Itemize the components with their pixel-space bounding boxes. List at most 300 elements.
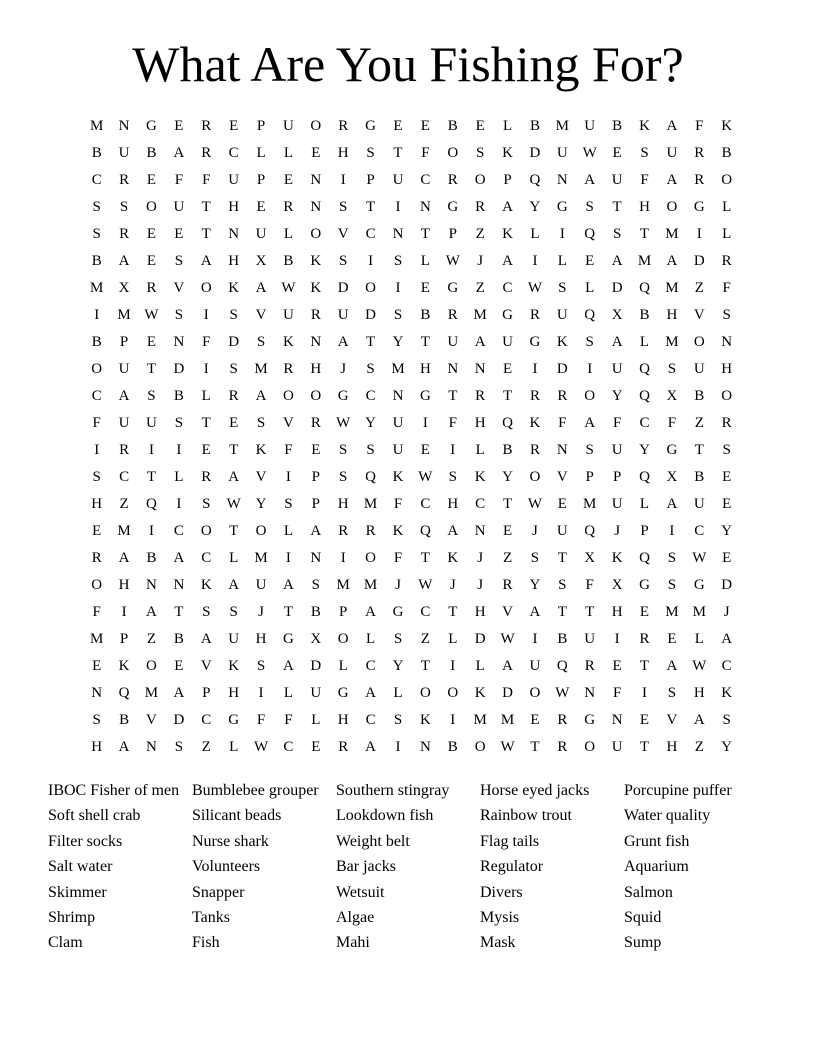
grid-letter: V	[502, 604, 513, 620]
grid-letter: B	[612, 118, 623, 134]
grid-letter: U	[392, 415, 404, 431]
grid-letter: A	[365, 604, 377, 620]
grid-letter: N	[118, 118, 130, 134]
grid-row	[83, 248, 741, 275]
grid-letter: G	[556, 199, 568, 215]
grid-letter: W	[336, 415, 351, 431]
grid-letter: V	[255, 307, 267, 323]
grid-letter: F	[448, 415, 457, 431]
word-item: Regulator	[480, 858, 544, 876]
grid-letter: Y	[255, 496, 267, 512]
word-list-row	[48, 778, 768, 803]
grid-letter: P	[612, 469, 622, 485]
grid-letter: A	[611, 334, 623, 350]
word-item: Bumblebee grouper	[192, 782, 319, 799]
grid-letter: L	[475, 442, 485, 458]
grid-letter: Z	[502, 550, 513, 566]
grid-letter: G	[283, 631, 294, 647]
grid-letter: M	[144, 685, 159, 701]
grid-letter: I	[203, 307, 209, 323]
grid-letter: C	[365, 226, 376, 242]
grid-letter: P	[640, 523, 649, 539]
grid-letter: R	[557, 712, 568, 728]
grid-letter: M	[90, 631, 104, 647]
grid-letter: W	[692, 550, 707, 566]
grid-letter: H	[91, 739, 103, 755]
grid-letter: L	[366, 631, 376, 647]
grid-letter: L	[174, 469, 184, 485]
grid-letter: G	[337, 388, 349, 404]
grid-letter: O	[693, 334, 705, 350]
grid-letter: X	[310, 631, 322, 647]
grid-letter: T	[393, 145, 403, 161]
grid-letter: N	[584, 685, 596, 701]
grid-letter: S	[119, 199, 129, 215]
grid-letter: T	[201, 199, 211, 215]
grid-letter: T	[283, 604, 294, 620]
grid-letter: I	[450, 712, 456, 728]
grid-letter: T	[557, 604, 567, 620]
grid-letter: I	[422, 415, 428, 431]
grid-letter: U	[392, 172, 404, 188]
word-item: Filter socks	[48, 832, 123, 850]
grid-letter: J	[477, 577, 484, 593]
grid-letter: V	[200, 658, 212, 674]
grid-letter: S	[558, 280, 567, 296]
grid-letter: K	[255, 442, 267, 458]
grid-letter: L	[639, 496, 650, 512]
grid-letter: Z	[694, 280, 704, 296]
grid-row	[83, 626, 741, 653]
grid-letter: T	[174, 604, 184, 620]
grid-letter: C	[173, 523, 184, 539]
grid-letter: S	[339, 199, 348, 215]
grid-letter: S	[92, 469, 101, 485]
grid-letter: D	[474, 631, 486, 647]
grid-row	[83, 437, 741, 464]
grid-letter: F	[558, 415, 567, 431]
grid-letter: I	[148, 442, 154, 458]
word-list-row	[48, 905, 768, 930]
grid-letter: U	[255, 226, 267, 242]
grid-letter: W	[418, 577, 433, 593]
grid-letter: G	[693, 199, 705, 215]
grid-letter: T	[146, 469, 157, 485]
grid-letter: B	[310, 604, 321, 620]
grid-letter: S	[339, 253, 348, 269]
grid-letter: G	[365, 118, 377, 134]
grid-letter: H	[666, 307, 678, 323]
grid-letter: K	[310, 253, 322, 269]
grid-row	[83, 545, 741, 572]
grid-letter: A	[283, 577, 294, 593]
grid-letter: C	[228, 145, 239, 161]
grid-letter: O	[146, 658, 157, 674]
grid-letter: G	[693, 577, 705, 593]
word-item: Salmon	[624, 883, 673, 901]
grid-letter: E	[420, 280, 430, 296]
grid-letter: J	[477, 253, 484, 269]
grid-letter: E	[722, 469, 732, 485]
grid-letter: L	[283, 523, 294, 539]
word-item: Sump	[624, 934, 662, 952]
grid-letter: S	[339, 442, 348, 458]
grid-letter: Y	[365, 415, 377, 431]
grid-letter: P	[311, 496, 320, 512]
grid-letter: T	[229, 442, 239, 458]
grid-letter: U	[502, 334, 513, 350]
grid-letter: E	[612, 145, 622, 161]
grid-letter: Q	[639, 550, 650, 566]
grid-letter: Z	[694, 415, 704, 431]
grid-letter: I	[614, 631, 620, 647]
grid-letter: O	[584, 388, 596, 404]
grid-letter: H	[228, 199, 240, 215]
grid-row	[83, 167, 741, 194]
grid-letter: H	[91, 496, 103, 512]
grid-letter: R	[91, 550, 102, 566]
grid-letter: S	[92, 712, 101, 728]
grid-letter: G	[447, 199, 459, 215]
grid-letter: N	[310, 334, 322, 350]
grid-letter: R	[338, 118, 349, 134]
grid-letter: N	[556, 442, 568, 458]
grid-letter: U	[529, 658, 541, 674]
grid-row	[83, 734, 741, 761]
grid-letter: S	[256, 658, 266, 674]
grid-letter: O	[447, 685, 459, 701]
grid-letter: T	[502, 496, 513, 512]
grid-letter: R	[201, 469, 212, 485]
grid-letter: M	[363, 496, 378, 512]
grid-letter: D	[228, 334, 240, 350]
grid-letter: H	[721, 361, 733, 377]
grid-letter: A	[255, 388, 267, 404]
grid-letter: D	[502, 685, 513, 701]
grid-letter: R	[447, 307, 458, 323]
grid-letter: I	[148, 523, 154, 539]
grid-letter: N	[392, 388, 404, 404]
grid-row	[83, 491, 741, 518]
grid-letter: L	[229, 550, 239, 566]
grid-letter: I	[532, 631, 538, 647]
grid-letter: W	[527, 496, 543, 512]
grid-letter: N	[556, 172, 568, 188]
grid-letter: Y	[392, 334, 404, 350]
grid-letter: T	[448, 604, 458, 620]
word-item: Mysis	[480, 908, 520, 926]
grid-letter: E	[612, 658, 622, 674]
grid-letter: E	[667, 631, 677, 647]
grid-letter: G	[529, 334, 541, 350]
grid-letter: K	[392, 469, 404, 485]
grid-letter: S	[722, 442, 731, 458]
page-title: What Are You Fishing For?	[132, 36, 684, 92]
grid-letter: V	[666, 712, 678, 728]
grid-letter: R	[283, 361, 294, 377]
grid-letter: D	[611, 280, 623, 296]
grid-letter: R	[639, 631, 650, 647]
grid-letter: L	[694, 631, 704, 647]
grid-letter: D	[173, 712, 185, 728]
grid-letter: S	[366, 361, 375, 377]
grid-letter: R	[119, 442, 130, 458]
grid-letter: U	[118, 361, 130, 377]
grid-letter: V	[255, 469, 267, 485]
grid-letter: D	[556, 361, 568, 377]
grid-letter: E	[311, 739, 321, 755]
grid-letter: O	[200, 523, 212, 539]
grid-letter: P	[339, 604, 348, 620]
grid-letter: E	[146, 253, 157, 269]
grid-letter: S	[393, 712, 403, 728]
grid-letter: K	[200, 577, 212, 593]
grid-letter: A	[118, 388, 130, 404]
grid-letter: A	[200, 631, 212, 647]
grid-letter: D	[365, 307, 377, 323]
grid-letter: A	[666, 172, 678, 188]
word-item: Grunt fish	[624, 832, 690, 850]
grid-letter: S	[667, 577, 677, 593]
grid-letter: L	[530, 226, 540, 242]
grid-letter: J	[395, 577, 401, 593]
grid-letter: E	[174, 226, 184, 242]
grid-letter: N	[228, 226, 240, 242]
grid-letter: M	[665, 280, 679, 296]
grid-letter: H	[419, 361, 431, 377]
grid-letter: M	[363, 577, 378, 593]
grid-letter: R	[694, 172, 705, 188]
grid-letter: H	[337, 145, 349, 161]
word-item: Mahi	[336, 934, 370, 952]
grid-letter: E	[530, 712, 540, 728]
grid-letter: U	[556, 145, 568, 161]
grid-letter: S	[722, 307, 731, 323]
grid-letter: W	[253, 739, 269, 755]
grid-letter: T	[366, 334, 376, 350]
grid-letter: N	[419, 739, 431, 755]
grid-letter: S	[229, 307, 238, 323]
grid-letter: Q	[639, 469, 650, 485]
grid-letter: N	[146, 739, 157, 755]
grid-letter: S	[667, 361, 677, 377]
grid-letter: U	[584, 631, 596, 647]
grid-row	[83, 599, 741, 626]
grid-letter: T	[420, 226, 430, 242]
grid-letter: Q	[529, 172, 541, 188]
grid-letter: E	[146, 334, 157, 350]
grid-letter: O	[310, 226, 322, 242]
grid-letter: C	[91, 172, 102, 188]
grid-letter: N	[310, 199, 322, 215]
grid-letter: S	[174, 415, 184, 431]
grid-letter: N	[146, 577, 157, 593]
grid-letter: P	[311, 469, 320, 485]
grid-letter: C	[420, 496, 431, 512]
grid-letter: A	[118, 253, 130, 269]
grid-letter: Y	[502, 469, 513, 485]
grid-letter: E	[92, 658, 102, 674]
grid-letter: S	[147, 388, 156, 404]
grid-letter: K	[283, 334, 294, 350]
grid-letter: R	[310, 415, 321, 431]
grid-letter: R	[721, 253, 732, 269]
grid-letter: O	[474, 172, 486, 188]
grid-letter: P	[256, 118, 266, 134]
grid-letter: Y	[529, 199, 541, 215]
grid-letter: B	[694, 469, 705, 485]
grid-letter: T	[502, 388, 513, 404]
grid-letter: C	[365, 712, 376, 728]
grid-letter: C	[119, 469, 130, 485]
grid-letter: A	[666, 253, 678, 269]
grid-letter: S	[339, 469, 348, 485]
grid-letter: S	[393, 631, 403, 647]
grid-letter: K	[556, 334, 568, 350]
grid-letter: U	[611, 361, 623, 377]
grid-row	[83, 302, 741, 329]
grid-letter: R	[529, 388, 540, 404]
grid-letter: Z	[694, 739, 704, 755]
grid-letter: E	[146, 226, 157, 242]
grid-letter: U	[611, 496, 623, 512]
grid-letter: U	[556, 523, 568, 539]
grid-letter: U	[666, 145, 678, 161]
grid-letter: G	[447, 280, 459, 296]
grid-row	[83, 680, 741, 707]
grid-letter: H	[118, 577, 130, 593]
grid-letter: I	[121, 604, 127, 620]
word-item: Volunteers	[192, 858, 261, 876]
grid-letter: T	[639, 739, 650, 755]
grid-letter: J	[258, 604, 264, 620]
grid-letter: X	[584, 550, 596, 566]
grid-letter: S	[229, 361, 238, 377]
grid-row	[83, 140, 741, 167]
grid-letter: T	[420, 658, 430, 674]
grid-letter: I	[340, 550, 346, 566]
grid-letter: C	[365, 388, 376, 404]
grid-letter: C	[502, 280, 513, 296]
grid-letter: W	[281, 280, 296, 296]
grid-letter: M	[665, 226, 679, 242]
grid-letter: R	[201, 118, 212, 134]
grid-letter: L	[585, 280, 595, 296]
word-item: Water quality	[624, 807, 711, 825]
grid-letter: I	[450, 658, 456, 674]
grid-letter: Q	[502, 415, 513, 431]
grid-letter: S	[256, 334, 266, 350]
grid-letter: N	[721, 334, 733, 350]
grid-letter: S	[558, 577, 567, 593]
grid-letter: M	[391, 361, 405, 377]
grid-letter: C	[201, 712, 212, 728]
grid-letter: U	[255, 577, 267, 593]
grid-letter: B	[447, 118, 458, 134]
word-item: Nurse shark	[192, 832, 269, 850]
grid-letter: C	[694, 523, 705, 539]
grid-row	[83, 383, 741, 410]
grid-letter: I	[559, 226, 565, 242]
grid-letter: K	[474, 685, 486, 701]
grid-letter: T	[585, 604, 595, 620]
grid-letter: E	[585, 253, 595, 269]
word-list-row	[48, 880, 768, 905]
grid-letter: U	[611, 442, 623, 458]
grid-letter: K	[419, 712, 431, 728]
grid-letter: O	[337, 631, 349, 647]
grid-letter: K	[721, 685, 733, 701]
grid-letter: E	[420, 118, 430, 134]
grid-letter: I	[258, 685, 264, 701]
grid-letter: E	[420, 442, 430, 458]
grid-letter: E	[283, 172, 294, 188]
grid-letter: D	[529, 145, 541, 161]
grid-letter: K	[310, 280, 322, 296]
grid-letter: H	[447, 496, 459, 512]
grid-letter: A	[283, 658, 294, 674]
word-item: Flag tails	[480, 832, 540, 850]
grid-letter: Y	[529, 577, 541, 593]
grid-letter: U	[693, 361, 705, 377]
grid-letter: F	[640, 172, 649, 188]
grid-letter: K	[228, 280, 240, 296]
grid-letter: U	[611, 172, 623, 188]
grid-letter: A	[337, 334, 349, 350]
word-item: Snapper	[192, 883, 245, 901]
grid-letter: O	[721, 172, 733, 188]
grid-letter: L	[201, 388, 211, 404]
grid-letter: S	[256, 415, 266, 431]
grid-letter: O	[146, 199, 157, 215]
grid-letter: H	[474, 415, 486, 431]
grid-letter: N	[310, 550, 322, 566]
grid-letter: A	[365, 739, 377, 755]
grid-letter: S	[229, 604, 238, 620]
grid-letter: U	[228, 172, 240, 188]
grid-letter: Y	[721, 739, 733, 755]
grid-letter: C	[91, 388, 102, 404]
grid-letter: A	[529, 604, 541, 620]
word-item: Mask	[480, 934, 516, 952]
grid-letter: S	[366, 145, 375, 161]
grid-letter: K	[474, 469, 486, 485]
grid-letter: E	[146, 172, 157, 188]
grid-letter: A	[474, 334, 486, 350]
grid-letter: B	[283, 253, 294, 269]
grid-letter: L	[722, 199, 732, 215]
grid-letter: S	[284, 496, 293, 512]
grid-letter: W	[692, 658, 707, 674]
grid-letter: N	[474, 523, 486, 539]
grid-letter: T	[201, 226, 211, 242]
grid-letter: M	[90, 118, 104, 134]
grid-letter: U	[611, 739, 623, 755]
grid-letter: P	[585, 469, 594, 485]
grid-letter: N	[447, 361, 459, 377]
grid-letter: D	[173, 361, 185, 377]
grid-letter: X	[666, 388, 678, 404]
grid-letter: I	[532, 361, 538, 377]
grid-letter: E	[229, 118, 239, 134]
grid-row	[83, 572, 741, 599]
word-item: Southern stingray	[336, 782, 450, 799]
word-item: Clam	[48, 934, 83, 952]
grid-letter: F	[393, 550, 403, 566]
grid-letter: G	[666, 442, 678, 458]
grid-letter: W	[555, 685, 570, 701]
grid-letter: S	[92, 199, 101, 215]
